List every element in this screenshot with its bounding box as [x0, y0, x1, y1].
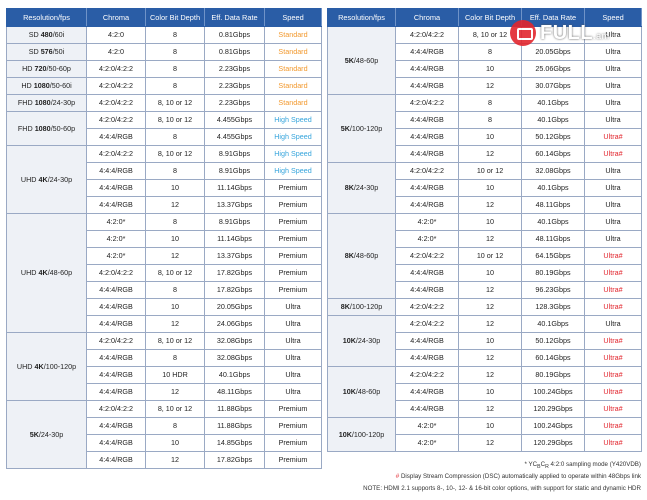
speed-cell: High Speed	[265, 129, 322, 146]
speed-cell: Ultra#	[585, 350, 642, 367]
data-rate-cell: 128.3Gbps	[522, 299, 585, 316]
speed-cell: Standard	[265, 78, 322, 95]
chroma-cell: 4:4:4/RGB	[396, 384, 459, 401]
chroma-cell: 4:2:0*	[87, 248, 146, 265]
table-row	[328, 316, 642, 333]
table-row	[7, 146, 322, 163]
bit-depth-cell: 12	[459, 197, 522, 214]
resolution-cell: 8K/100-120p	[328, 299, 396, 316]
chroma-cell: 4:4:4/RGB	[87, 435, 146, 452]
speed-cell: Premium	[265, 248, 322, 265]
header-data-rate: Eff. Data Rate	[205, 9, 265, 27]
header-data-rate: Eff. Data Rate	[522, 9, 585, 27]
table-row	[7, 214, 322, 231]
speed-cell: Ultra	[585, 316, 642, 333]
speed-cell: Ultra	[585, 180, 642, 197]
watermark-text: FULL.am	[540, 21, 610, 44]
data-rate-cell: 25.06Gbps	[522, 61, 585, 78]
data-rate-cell: 40.1Gbps	[522, 180, 585, 197]
chroma-cell: 4:4:4/RGB	[396, 129, 459, 146]
speed-cell: Ultra#	[585, 401, 642, 418]
speed-cell: Ultra#	[585, 333, 642, 350]
bit-depth-cell: 10 or 12	[459, 163, 522, 180]
bit-depth-cell: 10	[459, 418, 522, 435]
watermark-logo-icon	[510, 20, 536, 46]
bit-depth-cell: 10	[146, 299, 205, 316]
chroma-cell: 4:4:4/RGB	[396, 265, 459, 282]
speed-cell: High Speed	[265, 163, 322, 180]
data-rate-cell: 32.08Gbps	[205, 333, 265, 350]
data-rate-cell: 2.23Gbps	[205, 95, 265, 112]
data-rate-cell: 24.06Gbps	[205, 316, 265, 333]
resolution-cell: UHD 4K/100-120p	[7, 333, 87, 401]
data-rate-cell: 48.11Gbps	[522, 197, 585, 214]
data-rate-cell: 2.23Gbps	[205, 61, 265, 78]
bit-depth-cell: 10	[146, 180, 205, 197]
data-rate-cell: 8.91Gbps	[205, 163, 265, 180]
bit-depth-cell: 8	[146, 44, 205, 61]
bit-depth-cell: 10	[459, 61, 522, 78]
bit-depth-cell: 10	[146, 435, 205, 452]
chroma-cell: 4:4:4/RGB	[396, 112, 459, 129]
chroma-cell: 4:4:4/RGB	[396, 333, 459, 350]
chroma-cell: 4:4:4/RGB	[396, 146, 459, 163]
table-row	[328, 95, 642, 112]
data-rate-cell: 40.1Gbps	[522, 95, 585, 112]
bit-depth-cell: 12	[459, 146, 522, 163]
table-row	[7, 401, 322, 418]
resolution-table-left	[6, 8, 322, 469]
chroma-cell: 4:4:4/RGB	[87, 316, 146, 333]
resolution-cell: FHD 1080/24-30p	[7, 95, 87, 112]
bit-depth-cell: 8, 10 or 12	[146, 146, 205, 163]
data-rate-cell: 11.14Gbps	[205, 231, 265, 248]
speed-cell: Premium	[265, 418, 322, 435]
chroma-cell: 4:4:4/RGB	[87, 282, 146, 299]
data-rate-cell: 40.1Gbps	[522, 316, 585, 333]
data-rate-cell: 20.05Gbps	[205, 299, 265, 316]
bit-depth-cell: 8	[459, 44, 522, 61]
bit-depth-cell: 12	[459, 299, 522, 316]
chroma-cell: 4:2:0*	[396, 418, 459, 435]
bit-depth-cell: 8	[146, 78, 205, 95]
bit-depth-cell: 8	[146, 129, 205, 146]
table-row	[328, 214, 642, 231]
resolution-cell: 8K/48-60p	[328, 214, 396, 299]
speed-cell: Ultra#	[585, 384, 642, 401]
chroma-cell: 4:2:0*	[396, 231, 459, 248]
speed-cell: Premium	[265, 231, 322, 248]
chroma-cell: 4:4:4/RGB	[87, 299, 146, 316]
data-rate-cell: 40.1Gbps	[522, 214, 585, 231]
speed-cell: High Speed	[265, 112, 322, 129]
speed-cell: Ultra	[585, 231, 642, 248]
bit-depth-cell: 12	[146, 316, 205, 333]
table-row	[7, 61, 322, 78]
bit-depth-cell: 8, 10 or 12	[146, 401, 205, 418]
table-row	[328, 418, 642, 435]
chroma-cell: 4:4:4/RGB	[396, 44, 459, 61]
chroma-cell: 4:2:0/4:2:2	[396, 316, 459, 333]
resolution-cell: 5K/48-60p	[328, 27, 396, 95]
speed-cell: Premium	[265, 401, 322, 418]
speed-cell: Ultra	[265, 384, 322, 401]
bit-depth-cell: 12	[459, 316, 522, 333]
speed-cell: Ultra#	[585, 265, 642, 282]
chroma-cell: 4:2:0*	[396, 435, 459, 452]
chroma-cell: 4:4:4/RGB	[396, 180, 459, 197]
table-row	[7, 333, 322, 350]
speed-cell: Ultra	[585, 163, 642, 180]
bit-depth-cell: 10 HDR	[146, 367, 205, 384]
speed-cell: Ultra	[265, 316, 322, 333]
chroma-cell: 4:4:4/RGB	[396, 401, 459, 418]
resolution-cell: UHD 4K/24-30p	[7, 146, 87, 214]
table-row	[328, 367, 642, 384]
speed-cell: Standard	[265, 27, 322, 44]
bit-depth-cell: 8	[146, 163, 205, 180]
data-rate-cell: 4.455Gbps	[205, 129, 265, 146]
speed-cell: Standard	[265, 61, 322, 78]
resolution-cell: SD 576/50i	[7, 44, 87, 61]
bit-depth-cell: 12	[146, 452, 205, 469]
speed-cell: Ultra#	[585, 248, 642, 265]
bit-depth-cell: 8	[146, 418, 205, 435]
resolution-cell: HD 1080/50-60i	[7, 78, 87, 95]
data-rate-cell: 11.88Gbps	[205, 418, 265, 435]
bit-depth-cell: 8, 10 or 12	[146, 95, 205, 112]
chroma-cell: 4:4:4/RGB	[87, 197, 146, 214]
data-rate-cell: 120.29Gbps	[522, 435, 585, 452]
data-rate-cell: 11.88Gbps	[205, 401, 265, 418]
speed-cell: Ultra#	[585, 418, 642, 435]
chroma-cell: 4:2:0/4:2:2	[87, 401, 146, 418]
bit-depth-cell: 12	[146, 197, 205, 214]
table-row	[7, 44, 322, 61]
data-rate-cell: 60.14Gbps	[522, 146, 585, 163]
chroma-cell: 4:2:0/4:2:2	[87, 95, 146, 112]
speed-cell: Premium	[265, 197, 322, 214]
data-rate-cell: 2.23Gbps	[205, 78, 265, 95]
speed-cell: Ultra	[585, 214, 642, 231]
bit-depth-cell: 8	[146, 282, 205, 299]
chroma-cell: 4:4:4/RGB	[396, 197, 459, 214]
speed-cell: Standard	[265, 95, 322, 112]
resolution-cell: HD 720/50-60p	[7, 61, 87, 78]
data-rate-cell: 8.91Gbps	[205, 146, 265, 163]
chroma-cell: 4:4:4/RGB	[87, 452, 146, 469]
bit-depth-cell: 12	[459, 435, 522, 452]
data-rate-cell: 120.29Gbps	[522, 401, 585, 418]
watermark	[510, 16, 640, 50]
bit-depth-cell: 8	[146, 350, 205, 367]
data-rate-cell: 100.24Gbps	[522, 418, 585, 435]
chroma-cell: 4:4:4/RGB	[87, 163, 146, 180]
speed-cell: Premium	[265, 265, 322, 282]
data-rate-cell: 32.08Gbps	[205, 350, 265, 367]
speed-cell: Premium	[265, 180, 322, 197]
bit-depth-cell: 12	[459, 231, 522, 248]
data-rate-cell: 13.37Gbps	[205, 197, 265, 214]
note-dsc: # Display Stream Compression (DSC) automatically applied to operate within 48Gbps link	[395, 473, 641, 480]
resolution-table-right	[327, 8, 642, 452]
bit-depth-cell: 8	[146, 27, 205, 44]
chroma-cell: 4:4:4/RGB	[396, 282, 459, 299]
resolution-cell: 5K/100-120p	[328, 95, 396, 163]
table-row	[7, 27, 322, 44]
speed-cell: Ultra#	[585, 435, 642, 452]
bit-depth-cell: 10	[459, 129, 522, 146]
header-color-bit-depth: Color Bit Depth	[146, 9, 205, 27]
bit-depth-cell: 8	[459, 95, 522, 112]
data-rate-cell: 50.12Gbps	[522, 129, 585, 146]
bit-depth-cell: 8	[146, 214, 205, 231]
chroma-cell: 4:2:0/4:2:2	[396, 299, 459, 316]
table-row	[7, 78, 322, 95]
resolution-cell: FHD 1080/50-60p	[7, 112, 87, 146]
data-rate-cell: 11.14Gbps	[205, 180, 265, 197]
chroma-cell: 4:2:0	[87, 27, 146, 44]
speed-cell: Ultra#	[585, 129, 642, 146]
speed-cell: Premium	[265, 214, 322, 231]
speed-cell: Ultra	[265, 367, 322, 384]
chroma-cell: 4:2:0*	[87, 231, 146, 248]
resolution-cell: 10K/48-60p	[328, 367, 396, 418]
data-rate-cell: 0.81Gbps	[205, 44, 265, 61]
chroma-cell: 4:2:0/4:2:2	[87, 78, 146, 95]
data-rate-cell: 17.82Gbps	[205, 282, 265, 299]
bit-depth-cell: 12	[146, 384, 205, 401]
bit-depth-cell: 12	[146, 248, 205, 265]
chroma-cell: 4:2:0	[87, 44, 146, 61]
data-rate-cell: 13.37Gbps	[205, 248, 265, 265]
data-rate-cell: 50.12Gbps	[522, 333, 585, 350]
speed-cell: Premium	[265, 282, 322, 299]
speed-cell: Premium	[265, 435, 322, 452]
data-rate-cell: 40.1Gbps	[522, 112, 585, 129]
header-resolution: Resolution/fps	[7, 9, 87, 27]
bit-depth-cell: 8, 10 or 12	[146, 112, 205, 129]
data-rate-cell: 4.455Gbps	[205, 112, 265, 129]
data-rate-cell: 8.91Gbps	[205, 214, 265, 231]
speed-cell: Ultra	[265, 333, 322, 350]
header-color-bit-depth: Color Bit Depth	[459, 9, 522, 27]
resolution-cell: 10K/24-30p	[328, 316, 396, 367]
data-rate-cell: 64.15Gbps	[522, 248, 585, 265]
data-rate-cell: 17.82Gbps	[205, 452, 265, 469]
chroma-cell: 4:2:0/4:2:2	[396, 248, 459, 265]
header-speed: Speed	[585, 9, 642, 27]
resolution-cell: 10K/100-120p	[328, 418, 396, 452]
bit-depth-cell: 10	[146, 231, 205, 248]
data-rate-cell: 100.24Gbps	[522, 384, 585, 401]
table-row	[7, 112, 322, 129]
data-rate-cell: 20.05Gbps	[522, 44, 585, 61]
chroma-cell: 4:4:4/RGB	[87, 367, 146, 384]
speed-cell: Ultra	[585, 61, 642, 78]
bit-depth-cell: 12	[459, 78, 522, 95]
chroma-cell: 4:2:0/4:2:2	[87, 333, 146, 350]
chroma-cell: 4:2:0/4:2:2	[87, 146, 146, 163]
speed-cell: Ultra#	[585, 367, 642, 384]
bit-depth-cell: 8, 10 or 12	[459, 27, 522, 44]
data-rate-cell: 80.19Gbps	[522, 367, 585, 384]
note-hdmi: NOTE: HDMI 2.1 supports 8-, 10-, 12- & 16-bit color options, with support for static and dynamic HDR	[363, 485, 641, 492]
speed-cell: Ultra	[585, 112, 642, 129]
chroma-cell: 4:4:4/RGB	[87, 350, 146, 367]
resolution-cell: 8K/24-30p	[328, 163, 396, 214]
chroma-cell: 4:2:0*	[87, 214, 146, 231]
table-header-row	[7, 9, 322, 27]
data-rate-cell: 96.23Gbps	[522, 282, 585, 299]
table-row	[328, 299, 642, 316]
speed-cell: Ultra#	[585, 146, 642, 163]
speed-cell: Ultra#	[585, 282, 642, 299]
data-rate-cell: 17.82Gbps	[205, 265, 265, 282]
bit-depth-cell: 12	[459, 367, 522, 384]
data-rate-cell: 60.14Gbps	[522, 350, 585, 367]
chroma-cell: 4:4:4/RGB	[87, 129, 146, 146]
table-row	[7, 95, 322, 112]
data-rate-cell: 0.81Gbps	[205, 27, 265, 44]
table-row	[328, 163, 642, 180]
speed-cell: Ultra	[585, 27, 642, 44]
chroma-cell: 4:2:0*	[396, 214, 459, 231]
speed-cell: Ultra	[585, 95, 642, 112]
chroma-cell: 4:4:4/RGB	[396, 350, 459, 367]
data-rate-cell: 14.85Gbps	[205, 435, 265, 452]
note-ycbcr: * $YC_BC_R$ 4:2:0 sampling mode (Y420VDB)	[524, 461, 641, 471]
header-resolution: Resolution/fps	[328, 9, 396, 27]
resolution-cell: 5K/24-30p	[7, 401, 87, 469]
data-rate-cell: 40.1Gbps	[205, 367, 265, 384]
bit-depth-cell: 12	[459, 350, 522, 367]
speed-cell: Premium	[265, 452, 322, 469]
data-rate-cell: 48.11Gbps	[205, 384, 265, 401]
resolution-cell: UHD 4K/48-60p	[7, 214, 87, 333]
bit-depth-cell: 10	[459, 333, 522, 350]
header-speed: Speed	[265, 9, 322, 27]
bit-depth-cell: 8	[146, 61, 205, 78]
header-chroma: Chroma	[87, 9, 146, 27]
chroma-cell: 4:2:0/4:2:2	[396, 163, 459, 180]
chroma-cell: 4:2:0/4:2:2	[87, 112, 146, 129]
chroma-cell: 4:4:4/RGB	[87, 180, 146, 197]
bit-depth-cell: 10	[459, 384, 522, 401]
speed-cell: Ultra	[265, 299, 322, 316]
bit-depth-cell: 10 or 12	[459, 248, 522, 265]
speed-cell: Ultra#	[585, 299, 642, 316]
speed-cell: Ultra	[585, 44, 642, 61]
header-chroma: Chroma	[396, 9, 459, 27]
speed-cell: High Speed	[265, 146, 322, 163]
bit-depth-cell: 12	[459, 401, 522, 418]
speed-cell: Ultra	[585, 78, 642, 95]
chroma-cell: 4:2:0/4:2:2	[396, 95, 459, 112]
chroma-cell: 4:2:0/4:2:2	[396, 367, 459, 384]
data-rate-cell: 48.11Gbps	[522, 231, 585, 248]
chroma-cell: 4:2:0/4:2:2	[87, 61, 146, 78]
speed-cell: Standard	[265, 44, 322, 61]
resolution-cell: SD 480/60i	[7, 27, 87, 44]
bit-depth-cell: 10	[459, 214, 522, 231]
chroma-cell: 4:2:0/4:2:2	[396, 27, 459, 44]
bit-depth-cell: 8	[459, 112, 522, 129]
chroma-cell: 4:4:4/RGB	[396, 61, 459, 78]
chroma-cell: 4:4:4/RGB	[396, 78, 459, 95]
data-rate-cell: 80.19Gbps	[522, 265, 585, 282]
speed-cell: Ultra	[585, 197, 642, 214]
bit-depth-cell: 10	[459, 180, 522, 197]
bit-depth-cell: 8, 10 or 12	[146, 333, 205, 350]
data-rate-cell: 32.08Gbps	[522, 163, 585, 180]
speed-cell: Ultra	[265, 350, 322, 367]
chroma-cell: 4:2:0/4:2:2	[87, 265, 146, 282]
bit-depth-cell: 12	[459, 282, 522, 299]
chroma-cell: 4:4:4/RGB	[87, 384, 146, 401]
data-rate-cell: 30.07Gbps	[522, 78, 585, 95]
bit-depth-cell: 8, 10 or 12	[146, 265, 205, 282]
chroma-cell: 4:4:4/RGB	[87, 418, 146, 435]
bit-depth-cell: 10	[459, 265, 522, 282]
